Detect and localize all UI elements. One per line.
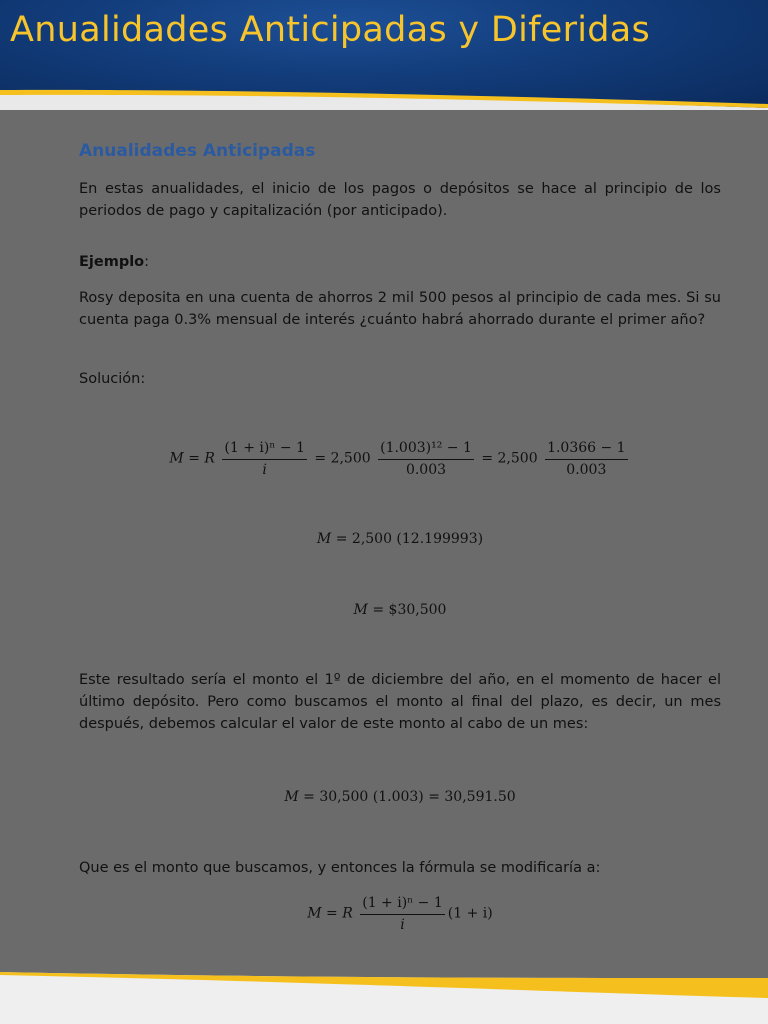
eq1-numerator-evaluated: 1.0366 − 1 xyxy=(545,437,628,460)
eq5-numerator: (1 + i)ⁿ − 1 xyxy=(360,892,445,915)
example-label: Ejemplo xyxy=(79,254,145,270)
eq1-equals: = xyxy=(188,450,200,467)
final-paragraph: Que es el monto que buscamos, y entonces la fórmula se modificaría a: xyxy=(79,860,601,876)
eq1-fraction-general xyxy=(222,437,307,480)
eq1-fraction-substituted xyxy=(378,437,474,480)
intro-paragraph: En estas anualidades, el inicio de los pagos o depósitos se hace al principio de los periodos de pago y capitalización (por anticipado). xyxy=(79,181,721,219)
eq1-coefficient-1: 2,500 xyxy=(330,450,371,467)
document-page xyxy=(0,110,768,972)
eq5-r: R xyxy=(342,905,353,922)
eq5-equals: = xyxy=(326,905,338,922)
eq1-numerator-substituted: (1.003)¹² − 1 xyxy=(378,437,474,460)
example-colon: : xyxy=(144,254,150,270)
eq1-coefficient-2: 2,500 xyxy=(497,450,538,467)
eq1-denominator-evaluated: 0.003 xyxy=(566,462,607,478)
eq5-denominator: i xyxy=(400,917,405,933)
header-banner xyxy=(0,0,768,110)
result-paragraph: Este resultado sería el monto el 1º de diciembre del año, en el momento de hacer el último depósito. Pero como buscamos el monto al final del plazo, es decir, un mes después, debemos calcular el valor de este monto al cabo de un mes: xyxy=(79,672,721,732)
eq3-rhs: $30,500 xyxy=(388,602,447,618)
eq3-equals: = xyxy=(372,602,385,618)
eq2-lhs: M xyxy=(316,531,332,547)
equation-modified-formula xyxy=(79,892,721,935)
header-swoosh xyxy=(0,0,768,110)
equation-annuity-formula xyxy=(79,437,721,480)
eq3-lhs: M xyxy=(353,602,368,618)
example-paragraph: Rosy deposita en una cuenta de ahorros 2 mil 500 pesos al principio de cada mes. Si su cuenta paga 0.3% mensual de interés ¿cuánto habrá ahorrado durante el primer año? xyxy=(79,290,721,328)
example-label-line xyxy=(79,251,721,273)
eq2-rhs: 2,500 (12.199993) xyxy=(351,531,484,547)
eq4-rhs: 30,500 (1.003) = 30,591.50 xyxy=(319,789,516,805)
equation-result xyxy=(79,599,721,621)
eq1-denominator-general: i xyxy=(262,462,267,478)
eq1-numerator-general: (1 + i)ⁿ − 1 xyxy=(222,437,307,460)
eq5-tail: (1 + i) xyxy=(447,905,493,922)
eq1-denominator-substituted: 0.003 xyxy=(405,462,447,478)
eq1-r: R xyxy=(204,450,215,467)
eq5-fraction xyxy=(360,892,445,935)
eq1-equals-3: = xyxy=(481,450,494,467)
equation-product xyxy=(79,528,721,550)
eq1-fraction-evaluated xyxy=(545,437,628,480)
eq4-lhs: M xyxy=(284,789,299,805)
section-title: Anualidades Anticipadas xyxy=(79,141,316,161)
eq5-lhs: M xyxy=(307,905,322,922)
page-title: Anualidades Anticipadas y Diferidas xyxy=(10,10,651,50)
solution-label: Solución: xyxy=(79,371,146,387)
eq1-equals-2: = xyxy=(314,450,327,467)
eq1-lhs: M xyxy=(169,450,184,467)
eq2-equals: = xyxy=(335,531,348,547)
footer-band xyxy=(0,972,768,1024)
footer-swoosh xyxy=(0,972,768,1024)
equation-one-month xyxy=(79,786,721,808)
eq4-equals: = xyxy=(303,789,315,805)
